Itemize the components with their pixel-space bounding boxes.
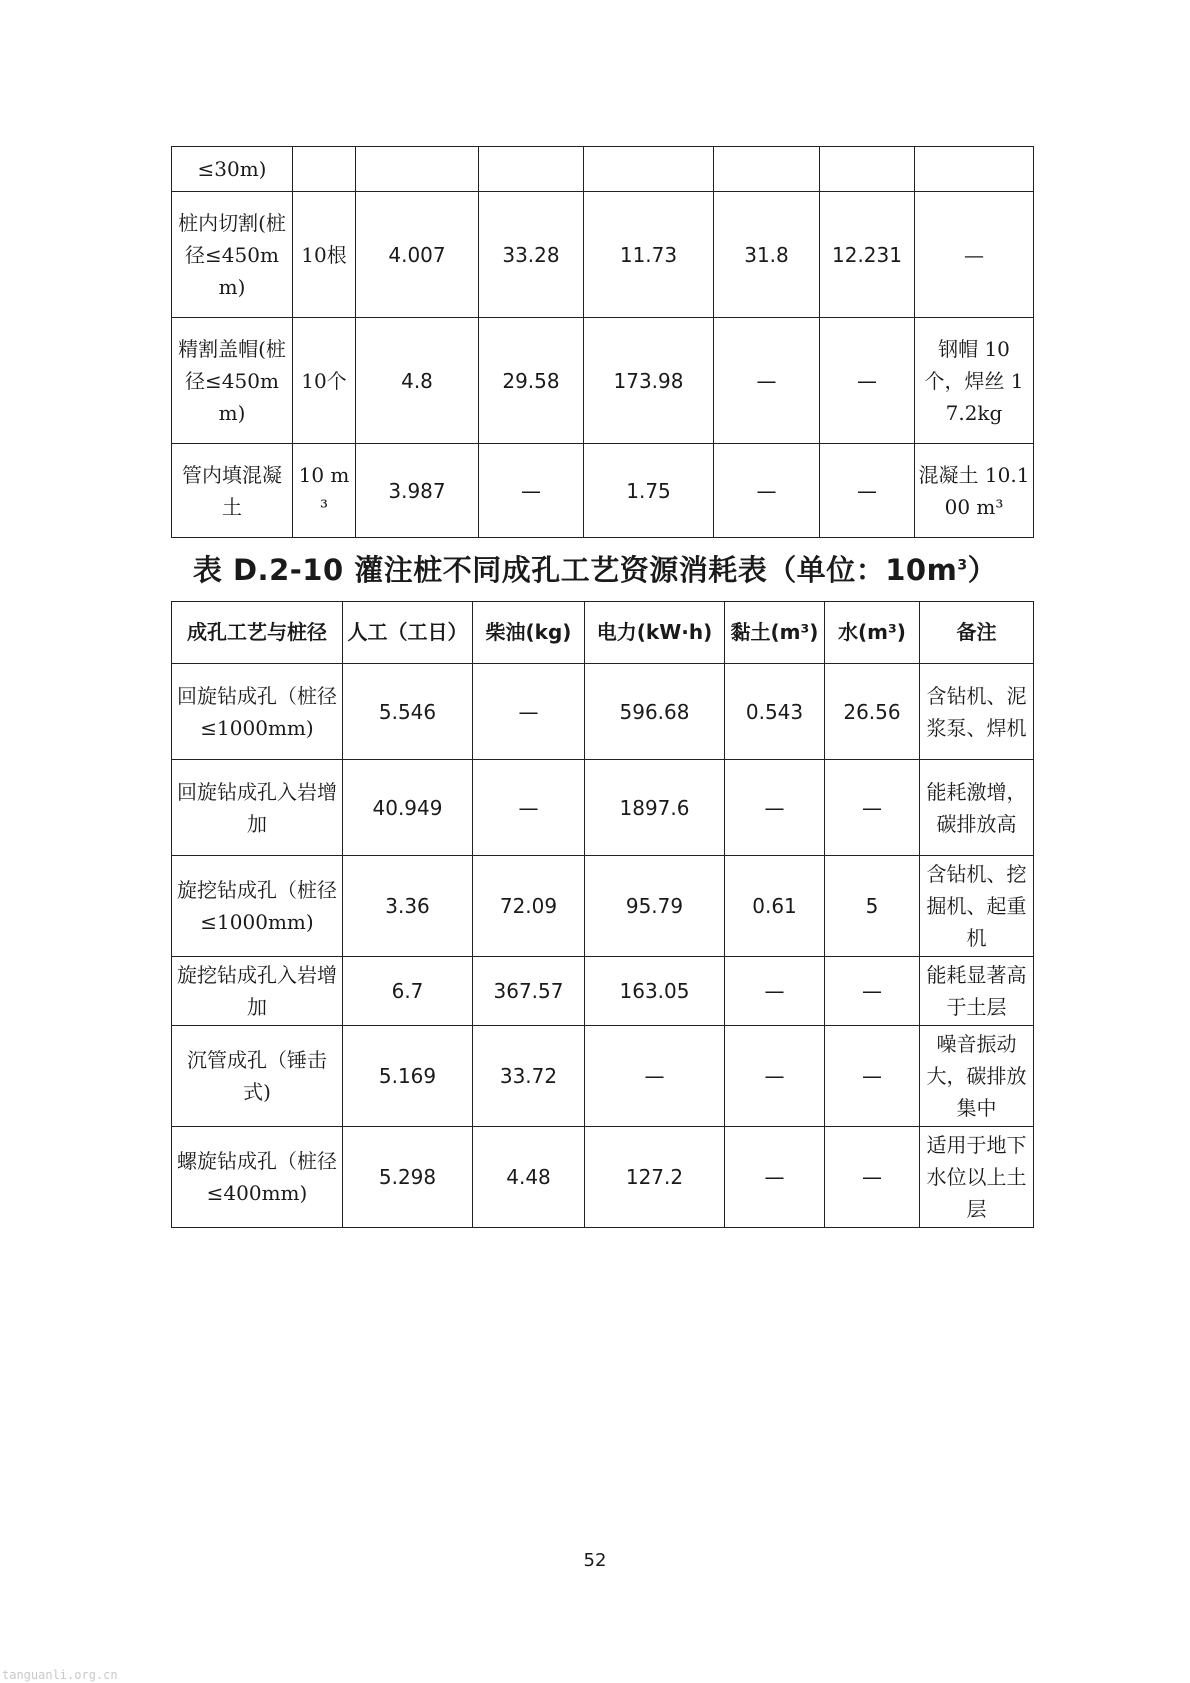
water-cell: 26.56 <box>825 664 920 760</box>
table-row <box>172 192 1034 318</box>
labor-cell: 40.949 <box>343 760 473 856</box>
power-cell: 163.05 <box>585 957 725 1026</box>
unit-cell: 10个 <box>293 318 356 444</box>
value-cell: — <box>714 318 820 444</box>
value-cell <box>356 147 479 192</box>
header-labor: 人工（工日） <box>343 602 473 664</box>
process-cell: 旋挖钻成孔入岩增加 <box>172 957 343 1026</box>
watermark: tanguanli.org.cn <box>2 1668 118 1682</box>
value-cell <box>479 147 584 192</box>
water-cell: — <box>825 760 920 856</box>
clay-cell: — <box>725 957 825 1026</box>
note-cell: 钢帽 10 个，焊丝 17.2kg <box>915 318 1034 444</box>
unit-cell <box>293 147 356 192</box>
header-diesel: 柴油(kg) <box>473 602 585 664</box>
value-cell <box>584 147 714 192</box>
page-number: 52 <box>583 1550 607 1571</box>
value-cell: — <box>479 444 584 538</box>
water-cell: — <box>825 1026 920 1127</box>
table-row <box>172 856 1034 957</box>
table-row <box>172 664 1034 760</box>
header-power: 电力(kW·h) <box>585 602 725 664</box>
water-cell: 5 <box>825 856 920 957</box>
header-row <box>172 602 1034 664</box>
material-consumption-table-continued <box>171 146 1034 538</box>
header-process: 成孔工艺与桩径 <box>172 602 343 664</box>
note-cell: — <box>915 192 1034 318</box>
value-cell: 3.987 <box>356 444 479 538</box>
value-cell: 11.73 <box>584 192 714 318</box>
item-cell: 精割盖帽(桩径≤450mm) <box>172 318 293 444</box>
value-cell: 173.98 <box>584 318 714 444</box>
labor-cell: 6.7 <box>343 957 473 1026</box>
clay-cell: — <box>725 760 825 856</box>
caption-superscript: 3 <box>957 557 968 574</box>
clay-cell: — <box>725 1026 825 1127</box>
table-row <box>172 760 1034 856</box>
value-cell: 33.28 <box>479 192 584 318</box>
item-cell: 管内填混凝土 <box>172 444 293 538</box>
diesel-cell: 367.57 <box>473 957 585 1026</box>
power-cell: 127.2 <box>585 1127 725 1228</box>
value-cell: 4.8 <box>356 318 479 444</box>
value-cell: 12.231 <box>820 192 915 318</box>
process-cell: 回旋钻成孔入岩增加 <box>172 760 343 856</box>
labor-cell: 5.298 <box>343 1127 473 1228</box>
clay-cell: — <box>725 1127 825 1228</box>
table-row <box>172 318 1034 444</box>
caption-suffix: ） <box>967 553 998 587</box>
value-cell: 31.8 <box>714 192 820 318</box>
caption-text: 表 D.2-10 灌注桩不同成孔工艺资源消耗表（单位：10m <box>192 553 958 587</box>
diesel-cell: 72.09 <box>473 856 585 957</box>
item-cell: 桩内切割(桩径≤450mm) <box>172 192 293 318</box>
note-cell: 混凝土 10.100 m³ <box>915 444 1034 538</box>
water-cell: — <box>825 1127 920 1228</box>
table-row <box>172 1026 1034 1127</box>
unit-cell: 10根 <box>293 192 356 318</box>
header-water: 水(m³) <box>825 602 920 664</box>
value-cell: 4.007 <box>356 192 479 318</box>
note-cell: 含钻机、泥浆泵、焊机 <box>920 664 1034 760</box>
diesel-cell: 33.72 <box>473 1026 585 1127</box>
value-cell <box>820 147 915 192</box>
value-cell <box>714 147 820 192</box>
note-cell: 能耗显著高于土层 <box>920 957 1034 1026</box>
value-cell: — <box>714 444 820 538</box>
labor-cell: 3.36 <box>343 856 473 957</box>
value-cell: 29.58 <box>479 318 584 444</box>
table-caption <box>0 548 1190 589</box>
labor-cell: 5.546 <box>343 664 473 760</box>
note-cell <box>915 147 1034 192</box>
value-cell: — <box>820 444 915 538</box>
diesel-cell: 4.48 <box>473 1127 585 1228</box>
table-row <box>172 957 1034 1026</box>
header-note: 备注 <box>920 602 1034 664</box>
clay-cell: 0.61 <box>725 856 825 957</box>
table-row <box>172 147 1034 192</box>
table-row <box>172 444 1034 538</box>
header-clay: 黏土(m³) <box>725 602 825 664</box>
clay-cell: 0.543 <box>725 664 825 760</box>
power-cell: — <box>585 1026 725 1127</box>
value-cell: — <box>820 318 915 444</box>
unit-cell: 10 m³ <box>293 444 356 538</box>
process-cell: 沉管成孔（锤击式) <box>172 1026 343 1127</box>
diesel-cell: — <box>473 664 585 760</box>
process-cell: 回旋钻成孔（桩径≤1000mm) <box>172 664 343 760</box>
bored-pile-resource-table <box>171 601 1034 1228</box>
power-cell: 596.68 <box>585 664 725 760</box>
process-cell: 螺旋钻成孔（桩径≤400mm) <box>172 1127 343 1228</box>
table-row <box>172 1127 1034 1228</box>
power-cell: 1897.6 <box>585 760 725 856</box>
item-cell: ≤30m) <box>172 147 293 192</box>
note-cell: 噪音振动大，碳排放集中 <box>920 1026 1034 1127</box>
labor-cell: 5.169 <box>343 1026 473 1127</box>
note-cell: 能耗激增，碳排放高 <box>920 760 1034 856</box>
process-cell: 旋挖钻成孔（桩径≤1000mm) <box>172 856 343 957</box>
power-cell: 95.79 <box>585 856 725 957</box>
value-cell: 1.75 <box>584 444 714 538</box>
water-cell: — <box>825 957 920 1026</box>
note-cell: 适用于地下水位以上土层 <box>920 1127 1034 1228</box>
note-cell: 含钻机、挖掘机、起重机 <box>920 856 1034 957</box>
diesel-cell: — <box>473 760 585 856</box>
